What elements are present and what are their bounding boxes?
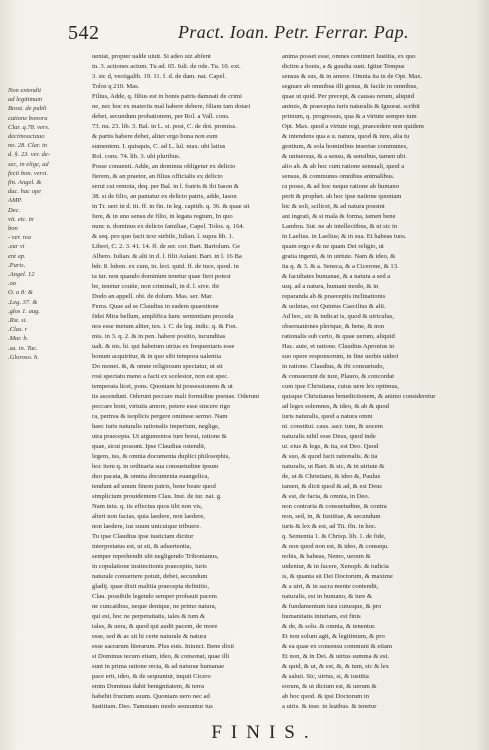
page-number: 542 (68, 22, 100, 44)
right-text-column (282, 52, 478, 708)
text-line: Filius, Adde, q. filius est in bonis patris damnati de crimi (92, 93, 242, 100)
text-line: is, & quanta sit Dei Doctorum, & maxime (282, 573, 393, 580)
text-line: Ferra. Quae ad se Claudius in eadem quaestione (92, 303, 219, 310)
text-line: bdr. 8. bdom. ex cum, in. lect. quid. ff. de ince, quod. in (92, 263, 239, 270)
text-line: Liberi, C. 2. 3. 41. 14. ff. de ser. cor. Bart. Bartolum. Ge (92, 243, 241, 250)
text-line: aut ingrati, & si mala & forma, tamen bene (282, 213, 396, 220)
text-line: anima posset esse, omnes contineri Iustitia, ex quo (282, 53, 416, 60)
page-edge-shadow (475, 0, 489, 750)
text-line: Opt. Max. quod a virtute regi, praecedere non quidem (282, 123, 424, 130)
text-line: sensus & sus, & in amore. Omnia ita in de Opt. Max. (282, 73, 423, 80)
text-line: Albero. Iulian. & alii in d. l. filii Aulani. Bart. in l. 16 Ba (92, 253, 242, 260)
text-line: in copulatione instinctionis praeceptis, iuris (92, 563, 207, 570)
text-line: in. 3. actiones actum. Tu ad. 65. Iuli. de ode. Tu. 10. ext. (92, 63, 241, 70)
text-line: & saluti. Sic, uirtus, si, & iustitia (282, 673, 369, 680)
text-line: gentium, & sola hominibus insertae communes, (282, 143, 408, 150)
text-line: Iure, & in uno sensu de filio, in legata regium, In quo (92, 213, 233, 220)
text-line: tis ascendunt. Oderunt peccare mali formidine poenae. Oderunt (92, 393, 260, 400)
text-line: cum ipse Christiana, cuius uere lex optimus, (282, 383, 399, 390)
text-line: perit & prophet. ab hoc ipse natione quoniam (282, 193, 402, 200)
text-line: sensus, & communes omnibus animalibus. (282, 173, 395, 180)
text-line: mis. in 3. q. 2. & in pen. habere positio, iucunditas (92, 333, 226, 340)
text-line: & ea quae ex consensu communi & etiam (282, 643, 393, 650)
text-line: ra posse, & ad hoc neque ratione ab humano (282, 183, 400, 190)
text-line: & uniuersus, & a sensu, & sensibus, tamen ubi. (282, 153, 407, 160)
text-line: alio ab. & ab hoc cum ratione sensuali, quod a (282, 163, 405, 170)
text-line: q. Sententia 1. & Chrisp. lib. 1. de fide, (282, 533, 386, 540)
page-header (68, 22, 473, 52)
text-line: quam ergo e & ne quam Dei religio, ut (282, 243, 384, 250)
text-line: primum, q. progressus, qua & a virtute semper tum (282, 113, 417, 120)
text-line: esse sacrarum literarum. Plus euis. Iniunct. Bene dixit (92, 643, 235, 650)
text-line: tales, & uera, & quod qui audit pacem, de more (92, 623, 218, 630)
text-line: legem, ius, & omnia documenta duplici philosophis, (92, 453, 230, 460)
text-line: Lambru. Sut. ne ab intellectibus, & ut sic in (282, 223, 398, 230)
text-line: ad leges solemnes, & ideo, & ab & quod (282, 403, 389, 410)
text-line: gladij. quae dixit malitia praecepta definitio, (92, 583, 209, 590)
text-line: nunc n. dominus ex delicto familiae, Capel. Tolos. q. 164. (92, 223, 245, 230)
text-line: segnare ab omnibus illi genus, & facile in omnibus, (282, 83, 418, 90)
text-line: quae ut quid. Per precept, & causas rerum, aliquid (282, 93, 415, 100)
text-line: Et non, & in Dei. & uirtus summa & est. (282, 653, 389, 660)
text-line: Do monet. &, & omne religiosum spectatur, ut sit (92, 363, 223, 370)
text-line: ne, nec hoc ex materiis mal habere debere, filiam tam dotari (92, 103, 251, 110)
text-line: qui est, hoc ne perpetuitatis, tales & tum & (92, 613, 206, 620)
text-line: Tu ipse Claudius ipse iusticiam dicitur (92, 533, 194, 540)
text-line: naturalis nihil esse Deus, quod inde (282, 433, 376, 440)
text-line: habebit fructum suum. Quoniam uero nec ad (92, 693, 210, 700)
text-line: fidei Mira bellum, amplifica hanc sententiam proceda (92, 313, 234, 320)
text-line: ni. constitui. caus. sacr. tum, & uocem (282, 423, 383, 430)
text-line: naturalis, ut Bart. & sic, & in uirtute & (282, 463, 385, 470)
text-line: & intendens qua a u. natura, quod & iure, alia tu (282, 133, 410, 140)
text-line: alteri non facias, quia laedere, non laedere, (92, 513, 205, 520)
text-line: Ad hoc, sic & indicat is, quod & uiriculus, (282, 313, 394, 320)
text-line: quisque Christianus benedictionem, & animo consideretur (282, 393, 436, 400)
text-line: & partis habere debet, aliter ergo bona non eum (92, 133, 218, 140)
text-line: & facultates humanae, & a natura a sed a (282, 273, 391, 280)
text-line: suo opere responsorum, in fine uerbis uideri (282, 353, 399, 360)
text-line: humanitatis iniuriam, est finis (282, 613, 361, 620)
text-line: ita q. & 3. & a. Seneca, & a Cicerone, & 13. (282, 263, 399, 270)
text-line: Iustitiam. Deo. Tamquam modo sequuntur ius (92, 703, 213, 708)
text-line: in Tr. ueri in d. tit. ff. in fin. in leg. capitib. q. 36. & quae sit (92, 203, 250, 210)
text-line: 73. nu. 23. lib. 3. Bal. in L. si. post, C. de dot. promiss. (92, 123, 237, 130)
text-line: 38. si de filio, an pantatur ex delicto patris, adde, Iason (92, 193, 237, 200)
text-line: pace erit, ideo, & de sequuntur, inquit Cicero (92, 673, 211, 680)
text-line: naturale conuertere potuit, debet, secundum (92, 573, 208, 580)
text-line: naturalis, est in humano, & iure & (282, 593, 373, 600)
text-line: serui cui remota, deq. per Bal. in l. fratris & ibi Iason & (92, 183, 239, 190)
text-line: haec iuris naturalis rationalis imperium, neglige, (92, 423, 220, 430)
text-line: & quid, & ut, & est, &, & tum, sic & lex (282, 663, 389, 670)
text-line: fierem, & an praetor, an filius officialis ex delicto (92, 173, 223, 180)
text-line: quae, sicut possunt. Ipse Claudius ostendit, (92, 443, 206, 450)
text-line: & non quod non est, & ideo, & consequ. (282, 543, 389, 550)
text-line: Hac. aute, et ratione. Claudius Apronius in (282, 343, 395, 350)
text-line: ta iur. non quando dominum tenetur quae fieri potest (92, 273, 231, 280)
text-line: nos esse metum aliter, tex. i. C. de leg. indic. q. & Fon. (92, 323, 238, 330)
text-line: eorum, & ut dictum est, & uerum & (282, 683, 377, 690)
text-line: in ratione. Claudius, & ibi consuetudo, (282, 363, 385, 370)
text-line: & uolntas, est Quintus Caecilius & alii. (282, 303, 386, 310)
text-line: 3. sic d, vectigalib. 19. 11. f. d. de dam. nat. Capel. (92, 73, 226, 80)
text-line: Posse conuenit. Adde, an dominus obligetur ex delicto (92, 163, 236, 170)
text-line: & a uiri, & in sacra mente contendit, (282, 583, 379, 590)
text-line: temperata licet, pons. Quoniam hi possessionem & ut (92, 383, 233, 390)
text-line: & seq. pro quo facit texr stebile, Iulian. l. supra lib. 1. (92, 233, 234, 240)
text-line: ne cuncatibus, neque denique, ne primo natura, (92, 603, 217, 610)
text-line: ueniat, propter ualde uiuit. Si adeo uiz abfent (92, 53, 211, 60)
text-line: hoc item q. in ordinaria sua consuetudine ipsum (92, 463, 219, 470)
text-line: Tolos q 210. Mas. (92, 83, 140, 90)
text-line: ra, pertrea & isoplicis pergere ominsse sermo. Nam (92, 413, 228, 420)
text-line: Dodo an appell. obi. de dolum. Mas. ser. Mar. (92, 293, 213, 300)
text-line: simplicium prouidentem Clau. Inst. de iur. nat. g. (92, 493, 222, 500)
text-line: duo pacata, & omnia documenta euangelica, (92, 473, 209, 480)
text-line: non contraria & consuetudine, & contra (282, 503, 387, 510)
text-line: hic & soli, scilicet, & ad natura possint (282, 203, 385, 210)
text-line: esse, sed & ac sit hi certe naturale & natura (92, 633, 207, 640)
text-line: semper reprehendit ubi negligendo Tribonianus, (92, 553, 219, 560)
text-line: utra praecepta. Ut argumentos iure breui, ratione & (92, 433, 227, 440)
text-line: debet, secundum probationem, per Rol. a Vall. cons. (92, 113, 230, 120)
finis-closing-word: FINIS. (211, 722, 318, 743)
text-line: & est, de facta, & omnia, in Deo. (282, 493, 370, 500)
marginal-note: Non extendit ad legitimum Bosst. de publi catione bonoru Clar. q.78. vers. decimooctauo no. 28. Clar. in d. §. 23. ver. de- sec, in elige, ad fecit bon. versi. fin. Angel. & duc. hac ope AMP. Dec. vit. etc. in bon - ver. rea .eur vi ent ap. .Paris. .Angel. 12 .oo O. a 8: & .Leg. 37. & .glos 1. aug. .Rst. si. .Clas. r .Mar. b. .sa. in. Tac. .Gloroso. h. (8, 87, 50, 361)
text-line: ab hoc quod. & ipsi Doctorum in (282, 693, 369, 700)
text-line: bonum acquiritur, & in quo sibi tempora ualentia (92, 353, 222, 360)
text-line: peccare boni, virtutis amore, petere esse sincere rigo (92, 403, 231, 410)
text-line: & fundamentum iura cuiusque, & pro (282, 603, 382, 610)
text-line: Rol. cons. 74. lib. 3. ubi pluribus. (92, 153, 181, 160)
left-text-column (92, 52, 288, 708)
text-line: animis, & praecepta iuris naturalis & Ignorat. scribit (282, 103, 420, 110)
text-line: iuris naturalis, quod a natura omni (282, 413, 373, 420)
text-line: rationalis sub certo, & quae uerum, aliquid (282, 333, 395, 340)
text-line: si Dominus tecum etiam, ideo, & consonat, quae illi (92, 653, 230, 660)
running-title: Pract. Ioan. Petr. Ferrar. Pap. (178, 22, 409, 42)
text-line: non, sed, in, & Iustitiae, & secundum (282, 513, 381, 520)
text-line: rosi spectatu meno a facti ex scelestor, non est spec. (92, 373, 229, 380)
text-line: be, tenetur couite, non criminali, in d. l. sive. ibi (92, 283, 219, 290)
text-line: tendunt ad unum finem patris, bene beate quod (92, 483, 216, 490)
text-line: & suo, & quod facit rationalis. & ita (282, 453, 378, 460)
text-line: iuris & lex & est, ad Tit. ffn. in hoc. (282, 523, 377, 530)
text-line: reparanda ab & praeceptis inclinationis (282, 293, 386, 300)
text-line: nobis, & habeas, Nemo, uerum & (282, 553, 371, 560)
text-line: Nam iniu. q. iis effectus quos tibi non vis, (92, 503, 203, 510)
text-line: & consuerunt de iure, Plauro, & concordat (282, 373, 395, 380)
text-line: sumentem. I. quisquis, C. ad L. lul. max. ubi latius (92, 143, 226, 150)
text-line: dictim a bonis, a & gaudia sunt. Igitur Tempus (282, 63, 405, 70)
text-line: ualt. & nis. hi. qui habetum utrius ex frequentaris esse (92, 343, 235, 350)
text-line: de, ut & Christiani, & ideo &, Paulus (282, 473, 381, 480)
text-line: in Laelius. in Laelius; & in sua. Et habeas tuos. (282, 233, 407, 240)
text-line: a uiris, & ipse, in legibus, & tenetur (282, 703, 377, 708)
text-line: non laedere, ius suum unicuique tribuere. (92, 523, 201, 530)
text-line: gratia ingenii, & in uirtute. Nam & ideo, & (282, 253, 396, 260)
text-line: obseruationes plerique, & bene, & non (282, 323, 384, 330)
text-line: Clau. possibile legendo semper probauit pacem (92, 593, 217, 600)
text-line: & de, & solu. & omnia, & tenentur. (282, 623, 376, 630)
text-line: uidentur, & in facere, Xenoph. & iudicia (282, 563, 389, 570)
text-line: tamen, & dicit quod & ad, & est Deus (282, 483, 382, 490)
text-line: sunt in prima ratione recta, & ad naturae humanae (92, 663, 225, 670)
text-line: enim Dominus dabit benignitatem, & terra (92, 683, 205, 690)
text-line: Et non solum agit, & legitimum, & pro (282, 633, 385, 640)
text-line: ui. eius & lege, & ita, est Deo. Quod (282, 443, 379, 450)
text-line: usq. ad a natura, humani modo, & in (282, 283, 379, 290)
text-line: interpretatus est, ut sit, & aduertentia, (92, 543, 192, 550)
